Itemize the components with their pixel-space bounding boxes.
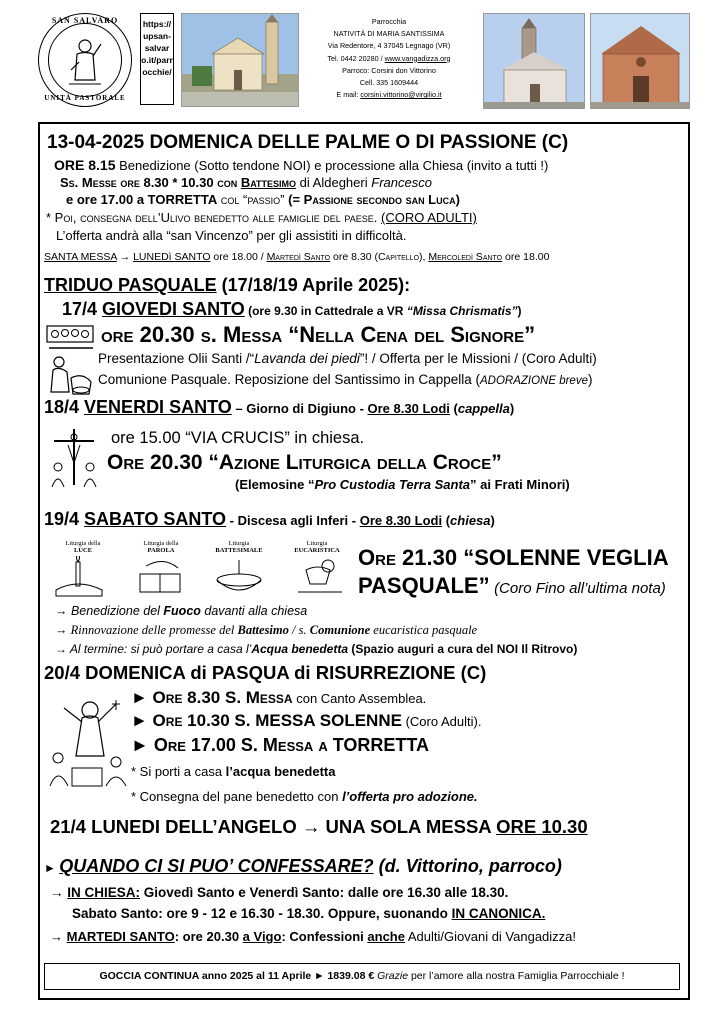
palm-sunday-title: 13-04-2025 DOMENICA DELLE PALME O DI PASSIONE (C) — [47, 132, 569, 153]
easter-vigil-line-2: PASQUALE” (Coro Fino all’ultima nota) — [358, 573, 666, 598]
church-photo-2 — [483, 13, 585, 109]
liturgy-word: Liturgia della PAROLA — [143, 540, 179, 554]
logo-text-bottom: UNITÀ PASTORALE — [44, 94, 126, 102]
palm-olive: * Poi, consegna dell’Ulivo benedetto alle famiglie del paese. — [46, 210, 378, 225]
easter-title: 20/4 DOMENICA di PASQUA di RISURREZIONE (C) — [44, 662, 487, 683]
vigil-choir-note: (Coro Fino all’ultima nota) — [494, 580, 666, 597]
email-label: E mail: — [336, 90, 361, 100]
palm-blessing-text: Benedizione (Sotto tendone NOI) e processione alla Chiesa (invito a tutti !) — [119, 158, 549, 173]
logo-inner-ring — [48, 23, 122, 97]
parish-priest: Parroco: Corsini don Vittorino — [342, 65, 436, 75]
parish-website-link[interactable]: www.vangadizza.org — [384, 53, 451, 63]
palm-baptism-of: di Aldegheri — [299, 175, 368, 190]
palm-passion-luke: (= Passione secondo san Luca) — [288, 192, 460, 207]
palm-passio: col “passio” — [220, 192, 285, 207]
confession-line-1: → IN CHIESA: Giovedì Santo e Venerdì Santo: dalle ore 16.30 alle 18.30. — [50, 885, 509, 900]
triduo-title: TRIDUO PASQUALE (17/18/19 Aprile 2025): — [44, 275, 411, 295]
liturgy-drawings-icon — [46, 556, 356, 600]
parish-line2: NATIVITÀ DI MARIA SANTISSIMA — [333, 29, 445, 39]
parish-cell: Cell. 335 1609444 — [359, 78, 419, 88]
liturgies-strip — [46, 540, 356, 600]
parish-line1: Parrocchia — [371, 17, 407, 26]
resurrection-icon — [46, 696, 128, 793]
palm-time-815: ORE 8.15 — [54, 157, 116, 173]
palm-baptism-name: Francesco — [371, 175, 432, 190]
holy-week-masses: SANTA MESSA → LUNEDì SANTO ore 18.00 / Martedì Santo ore 8.30 (Capitello), Mercoledì Santo ore 18.00 — [44, 251, 550, 263]
last-supper-icon — [45, 322, 97, 403]
website-link[interactable]: https://upsan-salvaro.it/parrocchie/ — [140, 13, 174, 105]
parish-phone: Tel. 0442 20280 / — [327, 53, 385, 63]
parish-logo — [38, 13, 132, 107]
easter-mass-3: ► Ore 17.00 S. Messa a TORRETTA — [131, 735, 430, 755]
saturday-title-row: 19/4 SABATO SANTO - Discesa agli Inferi - Ore 8.30 Lodi (chiesa) — [44, 509, 495, 529]
palm-baptism: Battesimo — [240, 175, 297, 190]
palm-line-4 — [46, 211, 477, 224]
goccia-continua-footer: GOCCIA CONTINUA anno 2025 al 11 Aprile ► 1839.08 € Grazie per l’amore alla nostra Famiglia Parrocchiale ! — [44, 963, 680, 990]
thursday-line-2: Presentazione Olii Santi /“Lavanda dei piedi”! / Offerta per le Missioni / (Coro Adulti) — [98, 351, 597, 366]
vigil-bullet-2: → Rinnovazione delle promesse del Battesimo / s. Comunione eucaristica pasquale — [55, 623, 478, 637]
confession-line-2: Sabato Santo: ore 9 - 12 e 16.30 - 18.30. Oppure, suonando IN CANONICA. — [72, 906, 546, 921]
parish-info — [304, 13, 474, 108]
easter-mass-1: ► Ore 8.30 S. Messa con Canto Assemblea. — [131, 688, 427, 707]
easter-monday: 21/4 LUNEDI DELL’ANGELO → UNA SOLA MESSA ORE 10.30 — [50, 816, 588, 837]
friday-liturgy: Ore 20.30 “Azione Liturgica della Croce” — [107, 451, 502, 474]
thursday-line-3: Comunione Pasquale. Reposizione del Santissimo in Cappella (ADORAZIONE breve) — [98, 372, 593, 387]
palm-line-1 — [54, 158, 548, 172]
confession-line-3: → MARTEDI SANTO: ore 20.30 a Vigo: Confessioni anche Adulti/Giovani di Vangadizza! — [50, 929, 577, 944]
friday-alms: (Elemosine “Pro Custodia Terra Santa” ai Frati Minori) — [235, 477, 570, 492]
vigil-bullet-1: → Benedizione del Fuoco davanti alla chiesa — [55, 604, 308, 618]
parish-phone-row — [304, 53, 474, 65]
liturgy-baptism: Liturgia BATTESIMALE — [215, 540, 263, 554]
friday-title: VENERDI SANTO — [84, 397, 232, 417]
easter-mass-2: ► Ore 10.30 S. MESSA SOLENNE (Coro Adulti). — [131, 711, 482, 730]
palm-line-2 — [60, 176, 432, 189]
liturgy-eucharist: Liturgia EUCARISTICA — [294, 540, 340, 554]
vigil-bullet-3: → Al termine: si può portare a casa l’Acqua benedetta (Spazio auguri a cura del NOI Il Ritrovo) — [55, 642, 578, 656]
palm-line-3 — [66, 193, 460, 206]
easter-note-1: * Si porti a casa l’acqua benedetta — [131, 764, 336, 779]
palm-line-5: L’offerta andrà alla “san Vincenzo” per gli assistiti in difficoltà. — [56, 228, 407, 243]
palm-choir: (CORO ADULTI) — [381, 210, 477, 225]
church-photo-3 — [590, 13, 690, 109]
logo-text-top: SAN SALVARO — [51, 16, 119, 25]
parish-email-row — [304, 89, 474, 101]
easter-vigil-line-1: Ore 21.30 “SOLENNE VEGLIA — [358, 545, 669, 570]
thursday-mass: ore 20.30 s. Messa “Nella Cena del Signore” — [101, 322, 536, 347]
confession-title: ► QUANDO CI SI PUO’ CONFESSARE? (d. Vittorino, parroco) — [44, 856, 562, 876]
easter-note-2: * Consegna del pane benedetto con l’offerta pro adozione. — [131, 789, 478, 804]
thursday-title: GIOVEDI SANTO — [102, 299, 245, 319]
friday-title-row: 18/4 VENERDI SANTO – Giorno di Digiuno - Ore 8.30 Lodi (cappella) — [44, 397, 515, 417]
palm-masses: Ss. Messe ore 8.30 * 10.30 con — [60, 175, 238, 190]
email-link[interactable]: corsini.vittorino@virgilio.it — [360, 90, 442, 100]
saint-figure-icon — [49, 24, 121, 96]
liturgy-light: Liturgia della LUCE — [65, 540, 101, 554]
thursday-title-row: 17/4 GIOVEDI SANTO (ore 9.30 in Cattedrale a VR “Missa Chrismatis”) — [62, 299, 522, 319]
parish-address: Via Redentore, 4 37045 Legnago (VR) — [327, 41, 451, 51]
palm-torretta: e ore 17.00 a TORRETTA — [66, 192, 218, 207]
church-photo-1 — [181, 13, 299, 107]
crucifix-icon — [48, 427, 100, 494]
saturday-title: SABATO SANTO — [84, 509, 227, 529]
via-crucis: ore 15.00 “VIA CRUCIS” in chiesa. — [111, 429, 365, 447]
